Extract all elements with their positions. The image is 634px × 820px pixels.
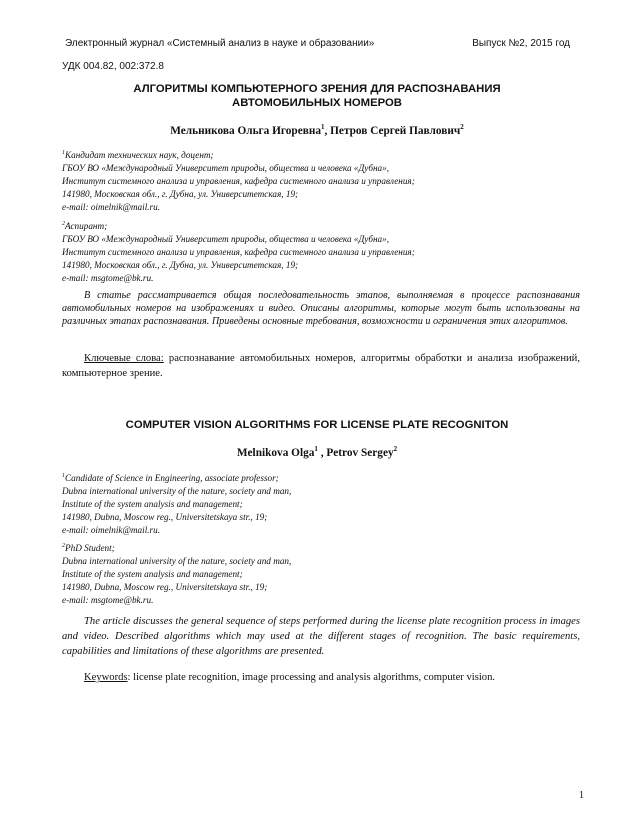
ru-aff1-line (62, 147, 582, 162)
en-keywords-label: Keywords (84, 672, 128, 683)
udk-code: УДК 004.82, 002:372.8 (62, 61, 164, 72)
ru-aff2-sup: 2 (62, 221, 65, 227)
ru-author-separator: , (324, 124, 331, 137)
en-author1-sup: 1 (314, 445, 318, 453)
en-author2: Petrov Sergey (326, 446, 394, 459)
ru-keywords-label: Ключевые слова: (84, 353, 164, 364)
ru-author2: Петров Сергей Павлович (330, 124, 461, 137)
en-aff2-sup: 2 (62, 543, 65, 549)
en-keywords-text: license plate recognition, image processing and analysis algorithms, computer vision. (130, 672, 496, 683)
ru-aff1-line-0: Кандидат технических наук, доцент; (65, 150, 214, 161)
en-author2-sup: 2 (393, 445, 398, 453)
ru-aff1-line-2: Институт системного анализа и управления, кафедра системного анализа и управления; (62, 176, 415, 187)
ru-title-line2: АВТОМОБИЛЬНЫХ НОМЕРОВ (232, 97, 402, 109)
en-aff1-sup: 1 (62, 473, 65, 479)
en-keywords-colon: : (127, 672, 131, 683)
ru-affiliation-1 (62, 147, 582, 214)
en-abstract: The article discusses the general sequence of steps performed during the license plate recognition process in images and video. Described algorithms which may used at the different stages of recognition. The basic requirements, capabilities and limitations of these algorithms are presented. (62, 616, 580, 657)
ru-abstract: В статье рассматривается общая последовательность этапов, выполняемая в процессе распознавания автомобильных номеров на изображениях и видео. Описаны алгоритмы, которые могут быть использованы на различных этапах распознавания. Приведены основные требования, возможности и ограничения этих алгоритмов. (62, 290, 580, 328)
ru-aff2-email: e-mail: msgtome@bk.ru. (62, 273, 154, 284)
ru-aff2-line-0: Аспирант; (65, 221, 108, 232)
ru-aff1-line-1: ГБОУ ВО «Международный Университет природы, общества и человека «Дубна», (62, 163, 390, 174)
ru-aff2-line-2: Институт системного анализа и управления, кафедра системного анализа и управления; (62, 247, 415, 258)
ru-affiliation-2 (62, 218, 582, 285)
en-aff1-email: e-mail: oimelnik@mail.ru. (62, 525, 161, 536)
ru-aff2-line-1: ГБОУ ВО «Международный Университет природы, общества и человека «Дубна», (62, 234, 390, 245)
ru-aff1-line-3: 141980, Московская обл., г. Дубна, ул. Университетская, 19; (62, 189, 299, 200)
ru-author2-sup: 2 (460, 123, 464, 131)
ru-keywords (62, 351, 580, 381)
en-affiliation-1 (62, 470, 582, 537)
en-aff2-email: e-mail: msgtome@bk.ru. (62, 595, 154, 606)
en-author1: Melnikova Olga (236, 446, 315, 459)
en-author-separator: , (317, 446, 327, 459)
issue-label: Выпуск №2, 2015 год (472, 38, 570, 49)
en-aff1-line-0: Candidate of Science in Engineering, associate professor; (65, 473, 279, 484)
en-aff1-line (62, 470, 582, 485)
ru-keywords-text: распознавание автомобильных номеров, алгоритмы обработки и анализа изображений, компьютерное зрение. (62, 353, 581, 379)
ru-author1: Мельникова Ольга Игоревна (170, 124, 321, 137)
ru-aff2-line (62, 218, 582, 233)
ru-aff1-sup: 1 (62, 150, 65, 156)
en-aff2-line-0: PhD Student; (65, 543, 115, 554)
en-aff1-line-3: 141980, Dubna, Moscow reg., Universitetskaya str., 19; (62, 512, 268, 523)
en-title: COMPUTER VISION ALGORITHMS FOR LICENSE PLATE RECOGNITON (125, 419, 509, 431)
en-aff2-line-1: Dubna international university of the nature, society and man, (62, 556, 292, 567)
ru-aff2-line-3: 141980, Московская обл., г. Дубна, ул. Университетская, 19; (62, 260, 299, 271)
en-authors (0, 445, 634, 459)
page-number: 1 (579, 790, 584, 801)
ru-authors (0, 123, 634, 137)
en-aff1-line-2: Institute of the system analysis and management; (62, 499, 243, 510)
ru-title-line1: АЛГОРИТМЫ КОМПЬЮТЕРНОГО ЗРЕНИЯ ДЛЯ РАСПОЗНАВАНИЯ (133, 83, 501, 95)
en-aff2-line-2: Institute of the system analysis and management; (62, 569, 243, 580)
en-keywords (62, 670, 580, 685)
en-aff2-line-3: 141980, Dubna, Moscow reg., Universitetskaya str., 19; (62, 582, 268, 593)
en-affiliation-2 (62, 540, 582, 607)
en-aff2-line (62, 540, 582, 555)
journal-name: Электронный журнал «Системный анализ в науке и образовании» (65, 38, 375, 49)
ru-author1-sup: 1 (320, 123, 325, 131)
ru-title (0, 82, 634, 110)
en-aff1-line-1: Dubna international university of the nature, society and man, (62, 486, 292, 497)
ru-aff1-email: e-mail: oimelnik@mail.ru. (62, 202, 161, 213)
